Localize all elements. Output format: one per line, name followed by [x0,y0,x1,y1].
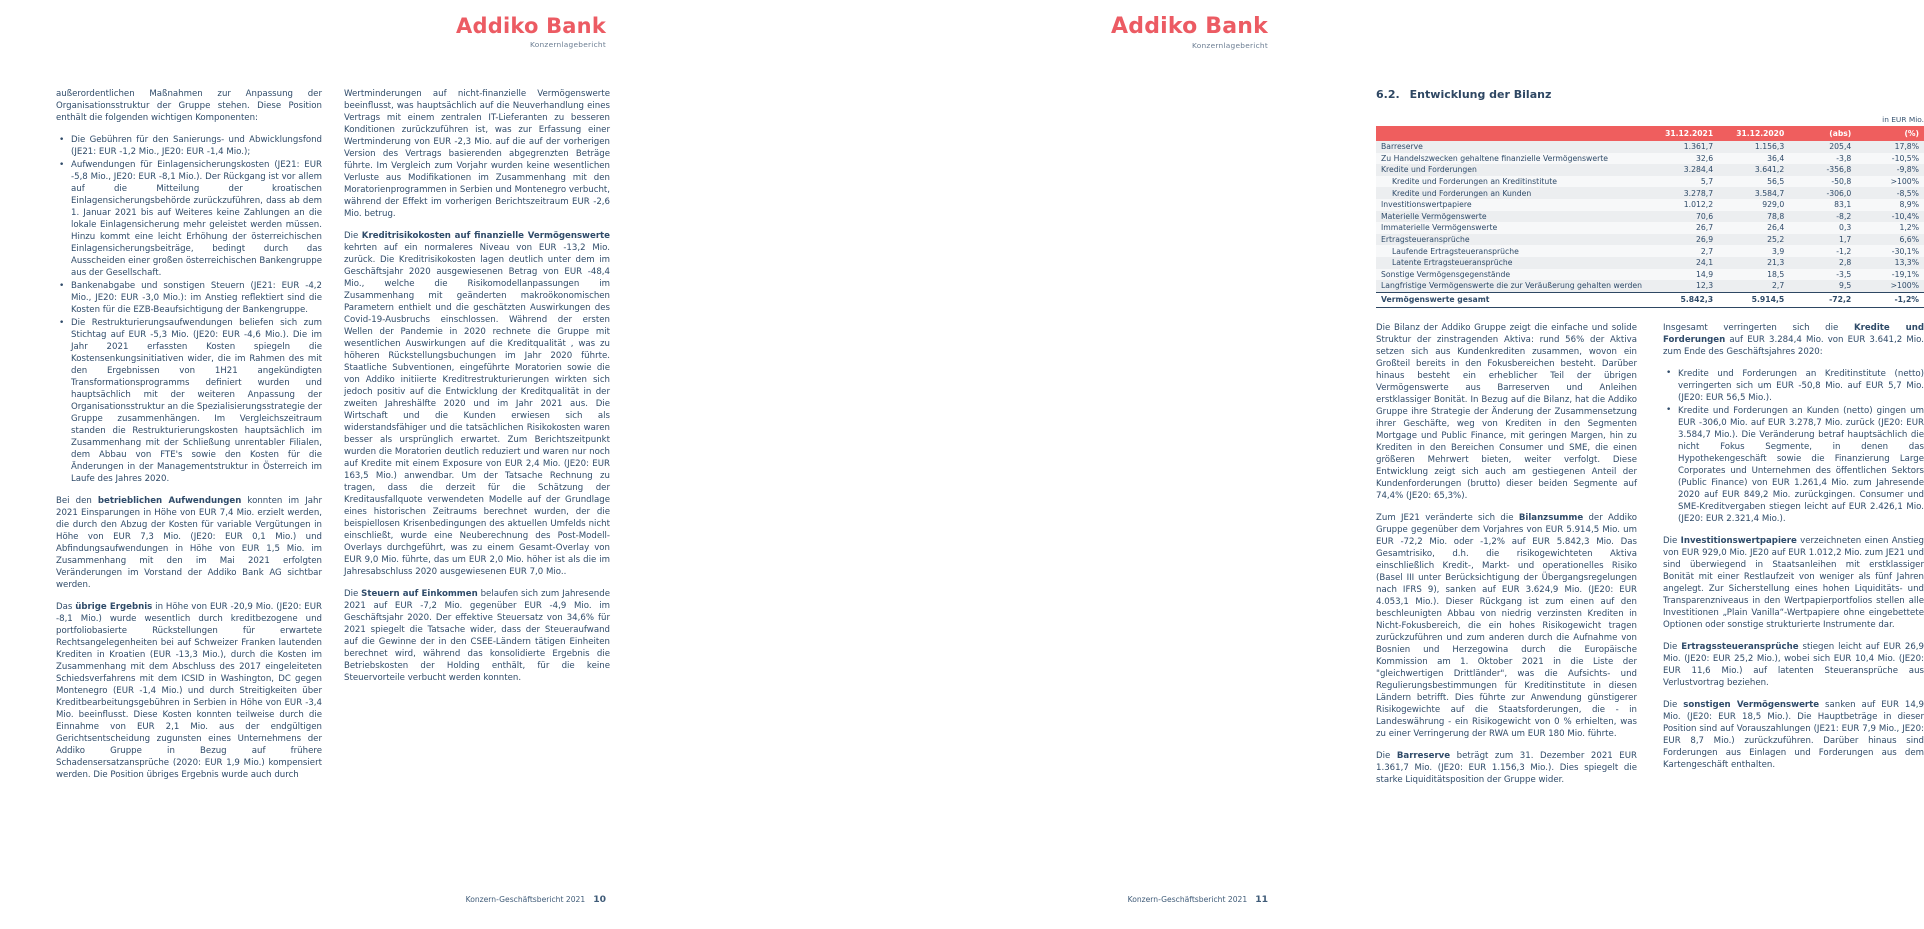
paragraph-kreditrisikokosten [344,230,610,578]
table-cell-value: 26,7 [1647,222,1718,234]
table-row [1376,153,1924,165]
table-row [1376,280,1924,292]
table-row [1376,176,1924,188]
table-cell-value: 36,4 [1718,153,1789,165]
table-cell-value: -30,1% [1856,245,1924,257]
table-cell-value: 12,3 [1647,280,1718,292]
section-heading [1376,88,1924,101]
table-cell-value: 78,8 [1718,211,1789,223]
text-run: verzeichneten einen Anstieg von EUR 929,0 Mio. JE20 auf EUR 1.012,2 Mio. zum JE21 und sind überwiegend in Staatsanleihen mit erstklassiger Bonität mit einer Restlaufzeit von weniger als fünf Jahren angelegt. Zur Sicherstellung eines hohen Liquiditäts- und Transparenzniveaus in den Wertpapierportfolios stellen alle Investitionen „Plain Vanilla“-Wertpapiere ohne eingebettete Optionen oder sonstige strukturierte Instrumente dar. [1663,535,1924,630]
table-cell-value: 3.278,7 [1647,187,1718,199]
table-cell-value: -8,2 [1789,211,1856,223]
table-cell-value: 5,7 [1647,176,1718,188]
page-left-column-1 [56,88,322,791]
column-header-pct: (%) [1856,126,1924,141]
column-header-label [1376,126,1647,141]
list-item: • Die Gebühren für den Sanierungs- und Abwicklungsfond (JE21: EUR -1,2 Mio., JE20: EUR -1,4 Mio.); [70,134,322,158]
table-row [1376,245,1924,257]
table-cell-value: 18,5 [1718,269,1789,281]
table-cell-value: -72,2 [1789,292,1856,307]
table-header [1376,126,1924,141]
text-emphasis: Steuern auf Einkommen [361,589,478,599]
paragraph-barreserve [1376,750,1637,786]
table-unit-label: in EUR Mio. [1882,115,1924,124]
text-run: Die [1376,750,1397,761]
table-cell-value: 70,6 [1647,211,1718,223]
footer-label: Konzern-Geschäftsbericht 2021 [465,895,586,904]
table-cell-label: Kredite und Forderungen [1376,164,1647,176]
table-cell-value: -3,5 [1789,269,1856,281]
text-run: Die [344,589,362,599]
table-cell-label: Langfristige Vermögenswerte die zur Veräußerung gehalten werden [1376,280,1647,292]
text-emphasis: Ertragssteueransprüche [1681,641,1799,652]
text-emphasis: Investitionswertpapiere [1680,535,1797,546]
table-cell-label: Zu Handelszwecken gehaltene finanzielle Vermögenswerte [1376,153,1647,165]
table-cell-label: Ertragsteueransprüche [1376,234,1647,246]
text-run: in Höhe von EUR -20,9 Mio. (JE20: EUR -8,1 Mio.) wurde wesentlich durch kreditbezogene und portfoliobasierte Rückstellungen für erwartete Rechtsangelegenheiten bei auf Schweizer Franken lautenden Krediten in Kroatien (EUR -13,3 Mio.), durch die Kosten im Zusammenhang mit dem Abschluss des 2017 eingeleiteten Schiedsverfahrens mit dem ICSID in Washington, DC gegen Montenegro (EUR -1,4 Mio.) und durch Streitigkeiten über Kreditbearbeitungsgebühren in Serbien in Höhe von EUR -3,4 Mio. beeinflusst. Diese Kosten konnten teilweise durch die Einnahme von EUR 2,1 Mio. aus der endgültigen Gerichtsentscheidung zugunsten eines Unternehmens der Addiko Gruppe in Bezug auf frühere Schadensersatzansprüche (2020: EUR 1,9 Mio.) kompensiert werden. Die Position übriges Ergebnis wurde auch durch [56,602,322,780]
table-cell-value: -1,2% [1856,292,1924,307]
table-cell-label: Laufende Ertragsteueransprüche [1376,245,1647,257]
table-cell-label: Latente Ertragsteueransprüche [1376,257,1647,269]
table-cell-value: 3.641,2 [1718,164,1789,176]
paragraph-uebriges-ergebnis [56,601,322,781]
table-cell-label: Kredite und Forderungen an Kreditinstitute [1376,176,1647,188]
table-cell-value: 17,8% [1856,141,1924,153]
table-cell-value: >100% [1856,280,1924,292]
paragraph-betriebliche-aufwendungen [56,495,322,591]
page-right [658,0,1924,929]
table-row [1376,199,1924,211]
list-item: • Die Restrukturierungsaufwendungen beliefen sich zum Stichtag auf EUR -5,3 Mio. (JE20: EUR -4,6 Mio.). Die im Jahr 2021 erfassten Kosten spiegeln die Kostensenkungsinitiativen wider, die im Rahmen des mit den Ergebnissen von 1H21 angekündigten Transformationsprogramms definiert wurden und hauptsächlich mit der weiteren Anpassung der Organisationsstruktur an die Spezialisierungsstrategie der Gruppe zusammenhängen. Im Vergleichszeitraum standen die Restrukturierungskosten hauptsächlich im Zusammenhang mit der Schließung unrentabler Filialen, dem Abbau von FTE's sowie den Kosten für die Änderungen in der Managementstruktur in Österreich im Laufe des Jahres 2020. [70,317,322,485]
section-title: Entwicklung der Bilanz [1409,88,1552,101]
paragraph-intro: außerordentlichen Maßnahmen zur Anpassung der Organisationsstruktur der Gruppe stehen. Diese Position enthält die folgenden wichtigen Komponenten: [56,89,322,123]
paragraph-steuern-auf-einkommen [344,588,610,684]
page-left-footer [466,894,606,905]
table-cell-value: 5.914,5 [1718,292,1789,307]
column-header-2020: 31.12.2020 [1718,126,1789,141]
brand-tagline: Konzernlagebericht [1192,41,1268,50]
text-run: stiegen leicht auf EUR 26,9 Mio. (JE20: EUR 25,2 Mio.), wobei sich EUR 10,4 Mio. (JE20: EUR 11,6 Mio.) auf latenten Steueransprüche aus Verlustvortrag beziehen. [1663,641,1924,688]
table-cell-value: -19,1% [1856,269,1924,281]
table-cell-value: 929,0 [1718,199,1789,211]
table-header-row [1376,126,1924,141]
page-left-content [56,88,610,791]
paragraph-investitionswertpapiere [1663,535,1924,631]
brand-name: Addiko Bank [1111,14,1268,39]
table-cell-value: -356,8 [1789,164,1856,176]
text-run: belaufen sich zum Jahresende 2021 auf EUR -7,2 Mio. gegenüber EUR -4,9 Mio. im Geschäftsjahr 2020. Der effektive Steuersatz von 34,6% für 2021 spiegelt die Tatsache wider, dass der Steueraufwand auf die Gewinne der in den CSEE-Ländern tätigen Einheiten berechnet wird, während das konsolidierte Ergebnis die Betriebskosten der Holding enthält, für die keine Steuervorteile verbucht werden konnten. [344,589,610,683]
footer-label: Konzern-Geschäftsbericht 2021 [1127,895,1248,904]
text-run: auf EUR 3.284,4 Mio. von EUR 3.641,2 Mio. zum Ende des Geschäftsjahres 2020: [1663,334,1924,357]
page-right-column-2 [1663,322,1924,796]
table-cell-value: 1,2% [1856,222,1924,234]
table-cell-value: 1,7 [1789,234,1856,246]
text-run: Zum JE21 veränderte sich die [1376,512,1519,523]
table-row [1376,234,1924,246]
addiko-logo-right [1111,16,1268,50]
balance-sheet-table [1376,126,1924,308]
table-cell-value: 1.361,7 [1647,141,1718,153]
table-cell-value: 13,3% [1856,257,1924,269]
paragraph-ertragssteueransprueche [1663,641,1924,689]
bullet-list-komponenten [56,134,322,485]
table-body [1376,141,1924,307]
text-run: der Addiko Gruppe gegenüber dem Vorjahres von EUR 5.914,5 Mio. um EUR -72,2 Mio. oder -1,2% auf EUR 5.842,3 Mio. Das Gesamtrisiko, d.h. die risikogewichteten Aktiva einschließlich Kredit-, Markt- und operationelles Risiko (Basel III unter Berücksichtigung der Übergangsregelungen nach IFRS 9), sanken auf EUR 3.624,9 Mio. (JE20: EUR 4.053,1 Mio.). Dieser Rückgang ist zum einen auf den beschleunigten Abbau von niedrig verzinsten Krediten in Nicht-Fokusbereich, die ein hohes Risikogewicht tragen zurückzuführen und zum anderen durch die Aufnahme von Bosnien und Herzegowina durch die Europäische Kommission am 1. Oktober 2021 in die Liste der "gleichwertigen Drittländer", was die Aufsichts- und Regulierungsbestimmungen für Kreditinstitute in diesen Ländern betrifft. Dies führte zur Anwendung günstigerer Risikogewichte auf die Staatsforderungen, die - in Landeswährung - ein Risikogewicht von 0 % erhielten, was zu einer Verringerung der RWA um EUR 180 Mio. führte. [1376,512,1637,739]
text-run: Die [344,231,362,241]
table-cell-value: 205,4 [1789,141,1856,153]
table-cell-value: -1,2 [1789,245,1856,257]
table-cell-value: -50,8 [1789,176,1856,188]
table-cell-label: Vermögenswerte gesamt [1376,292,1647,307]
table-row [1376,222,1924,234]
paragraph-sonstige-vermoegenswerte [1663,699,1924,771]
text-run: beträgt zum 31. Dezember 2021 EUR 1.361,7 Mio. (JE20: EUR 1.156,3 Mio.). Dies spiegelt die starke Liquiditätsposition der Gruppe wider. [1376,750,1637,785]
table-cell-value: >100% [1856,176,1924,188]
text-run: Die [1663,535,1681,546]
table-cell-value: 56,5 [1718,176,1789,188]
list-item: • Aufwendungen für Einlagensicherungskosten (JE21: EUR -5,8 Mio., JE20: EUR -8,1 Mio.). Der Rückgang ist vor allem auf die Mitteilung der kroatischen Einlagensicherungsbehörde zurückzuführen, dass ab dem 1. Januar 2021 bis auf Weiteres keine Zahlungen an die lokale Einlagensicherung mehr geleistet werden müssen. Hinzu kommt eine leicht Erhöhung der österreichischen Einlagensicherungsbeiträge, bedingt durch das Ausscheiden einer großen österreichischen Bankengruppe aus der Gesellschaft. [70,159,322,279]
table-cell-value: 83,1 [1789,199,1856,211]
text-emphasis: betrieblichen Aufwendungen [97,496,242,506]
table-cell-label: Materielle Vermögenswerte [1376,211,1647,223]
table-cell-value: -10,4% [1856,211,1924,223]
paragraph-wertminderungen: Wertminderungen auf nicht-finanzielle Vermögenswerte beeinflusst, was hauptsächlich auf die Neuverhandlung eines Vertrags mit einem zentralen IT-Lieferanten zu besseren Konditionen zurückzuführen ist, was zur Erfassung einer Wertminderung von EUR -2,3 Mio. auf die auf der vorherigen Version des Vertrags basierenden abgegrenzten Beträge führte. Im Vergleich zum Vorjahr wurden keine wesentlichen Verluste aus Modifikationen im Zusammenhang mit den Moratorienprogrammen in Serbien und Montenegro verbucht, während der Effekt im vorherigen Berichtszeitraum EUR -2,6 Mio. betrug. [344,89,610,219]
table-cell-label: Sonstige Vermögensgegenstände [1376,269,1647,281]
table-row [1376,211,1924,223]
table-cell-label: Barreserve [1376,141,1647,153]
table-cell-value: 1.156,3 [1718,141,1789,153]
page-right-column-1 [1376,322,1637,796]
table-row [1376,141,1924,153]
table-row [1376,187,1924,199]
paragraph-bilanzstruktur: Die Bilanz der Addiko Gruppe zeigt die einfache und solide Struktur der zinstragenden Aktiva: rund 56% der Aktiva setzen sich aus Kundenkrediten zusammen, wovon ein Großteil bereits in den Fokusbereichen besteht. Darüber hinaus besteht ein erheblicher Teil der übrigen Vermögenswerte aus Barreserven und Anleihen erstklassiger Bonität. In Bezug auf die Bilanz, hat die Addiko Gruppe ihre Strategie der Änderung der Zusammensetzung ihrer Geschäfte, weg von Krediten in den Segmenten Mortgage und Public Finance, mit geringen Margen, hin zu Krediten in den Bereichen Consumer und SME, die einen größeren Mehrwert bieten, weiter verfolgt. Diese Entwicklung zeigt sich auch am gestiegenen Anteil der Kundenforderungen (brutto) dieser beiden Segmente auf 74,4% (JE20: 65,3%). [1376,322,1637,501]
table-cell-value: 8,9% [1856,199,1924,211]
table-cell-value: 3.584,7 [1718,187,1789,199]
table-row [1376,164,1924,176]
table-row [1376,269,1924,281]
text-run: Die [1663,699,1684,710]
table-cell-value: 14,9 [1647,269,1718,281]
brand-tagline: Konzernlagebericht [530,40,606,49]
text-run: Bei den [56,496,98,506]
table-cell-value: 9,5 [1789,280,1856,292]
table-cell-value: 5.842,3 [1647,292,1718,307]
text-emphasis: Bilanzsumme [1518,512,1584,523]
table-cell-value: 6,6% [1856,234,1924,246]
bullet-list-kredite [1663,368,1924,525]
page-right-columns [1376,322,1924,796]
table-cell-value: -9,8% [1856,164,1924,176]
table-cell-value: 25,2 [1718,234,1789,246]
table-cell-label: Immaterielle Vermögenswerte [1376,222,1647,234]
table-cell-value: 3.284,4 [1647,164,1718,176]
table-cell-value: 26,4 [1718,222,1789,234]
table-cell-value: 26,9 [1647,234,1718,246]
text-emphasis: übrige Ergebnis [75,602,153,612]
table-row [1376,257,1924,269]
addiko-logo-left [456,16,606,49]
table-cell-value: -3,8 [1789,153,1856,165]
table-cell-value: 0,3 [1789,222,1856,234]
text-run: Insgesamt verringerten sich die [1663,322,1854,333]
list-item: • Kredite und Forderungen an Kreditinstitute (netto) verringerten sich um EUR -50,8 Mio. auf EUR 5,7 Mio. (JE20: EUR 56,5 Mio.). [1677,368,1924,404]
text-emphasis: Barreserve [1396,750,1451,761]
table-cell-value: 32,6 [1647,153,1718,165]
table-cell-label: Investitionswertpapiere [1376,199,1647,211]
page-number: 10 [593,894,606,905]
page-left [0,0,658,929]
text-run: konnten im Jahr 2021 Einsparungen in Höhe von EUR 7,4 Mio. erzielt werden, die durch den Abzug der Kosten für variable Vergütungen in Höhe von EUR 7,3 Mio. (JE20: EUR 0,1 Mio.) und Abfindungsaufwendungen in Höhe von EUR 1,5 Mio. im Zusammenhang mit den im Mai 2021 erfolgten Veränderungen im Vorstand der Addiko Bank AG sichtbar werden. [56,496,322,590]
section-number: 6.2. [1376,88,1400,101]
table-cell-value: 2,8 [1789,257,1856,269]
paragraph-bilanzsumme [1376,512,1637,740]
table-cell-label: Kredite und Forderungen an Kunden [1376,187,1647,199]
table-cell-value: 3,9 [1718,245,1789,257]
page-left-column-2 [344,88,610,791]
text-emphasis: Kreditrisikokosten auf finanzielle Vermögenswerte [361,231,610,241]
text-emphasis: Kredite und Forderungen [1663,322,1924,345]
table-cell-value: 21,3 [1718,257,1789,269]
column-header-abs: (abs) [1789,126,1856,141]
text-run: sanken auf EUR 14,9 Mio. (JE20: EUR 18,5 Mio.). Die Hauptbeträge in dieser Position sind auf Vorauszahlungen (JE21: EUR 7,9 Mio., JE20: EUR 8,7 Mio.) zurückzuführen. Darüber hinaus sind Forderungen aus Einlagen und Forderungen aus dem Kartengeschäft enthalten. [1663,699,1924,770]
column-header-2021: 31.12.2021 [1647,126,1718,141]
text-run: kehrten auf ein normaleres Niveau von EUR -13,2 Mio. zurück. Die Kreditrisikokosten lagen deutlich unter dem im Geschäftsjahr 2020 ausgewiesenen Betrag von EUR -48,4 Mio., welche die Risikomodellanpassungen im Zusammenhang mit geänderten makroökonomischen Parametern enthielt und die geschätzten Auswirkungen des Covid-19-Ausbruchs einschlossen. Während der ersten Wellen der Pandemie in 2020 rechnete die Gruppe mit wesentlichen Auswirkungen auf die Kreditqualität , was zu höheren Rückstellungsbuchungen im Jahr 2020 führte. Staatliche Subventionen, eingeführte Moratorien sowie die von Addiko initiierte Kreditrestrukturierungen wirkten sich jedoch positiv auf die Entwicklung der Kreditqualität in der zweiten Jahreshälfte 2020 und im Jahr 2021 aus. Die Wirtschaft und die Kunden erwiesen sich als widerstandsfähiger und die tatsächlichen Risikokosten waren besser als ursprünglich erwartet. Zum Berichtszeitpunkt wurden die Moratorien deutlich reduziert und waren nur noch auf Kredite mit einem Exposure von EUR 2,4 Mio. (JE20: EUR 163,5 Mio.) anwendbar. Um der Tatsache Rechnung zu tragen, dass die derzeit für die Schätzung der Kreditausfallquote verwendeten Modelle auf der Grundlage eines historischen Zeitraums berechnet wurden, der die beispiellosen Krisenbedingungen des aktuellen Umfelds nicht einschließt, wurde eine Neuberechnung des Post-Modell-Overlays durchgeführt, was zu einem Gesamt-Overlay von EUR 9,0 Mio. führte, das um EUR 2,0 Mio. höher ist als die im Jahresabschluss 2020 ausgewiesenen EUR 7,0 Mio.. [344,243,610,577]
paragraph-kredite-forderungen [1663,322,1924,358]
table-cell-value: -306,0 [1789,187,1856,199]
table-cell-value: 2,7 [1718,280,1789,292]
table-cell-value: 24,1 [1647,257,1718,269]
text-run: Die [1663,641,1682,652]
page-right-footer [1128,894,1268,905]
table-row [1376,292,1924,307]
text-run: Das [56,602,76,612]
table-cell-value: -10,5% [1856,153,1924,165]
list-item: • Bankenabgabe und sonstigen Steuern (JE21: EUR -4,2 Mio., JE20: EUR -3,0 Mio.): im Anstieg reflektiert sind die Kosten für die EZB-Beaufsichtigung der Bankengruppe. [70,280,322,316]
table-cell-value: 2,7 [1647,245,1718,257]
brand-name: Addiko Bank [456,14,606,38]
table-cell-value: 1.012,2 [1647,199,1718,211]
page-right-content [1376,88,1924,796]
page-left-columns [56,88,610,791]
page-number: 11 [1255,894,1268,905]
list-item: • Kredite und Forderungen an Kunden (netto) gingen um EUR -306,0 Mio. auf EUR 3.278,7 Mio. zurück (JE20: EUR 3.584,7 Mio.). Die Veränderung betraf hauptsächlich die nicht Fokus Segmente, in denen das Hypothekengeschäft sowie die Finanzierung Large Corporates und Unternehmen des öffentlichen Sektors (Public Finance) von EUR 1.261,4 Mio. zum Jahresende 2020 auf EUR 849,2 Mio. zurückgingen. Consumer und SME-Kreditvergaben stiegen leicht auf EUR 2.426,1 Mio. (JE20: EUR 2.321,4 Mio.). [1677,405,1924,525]
table-cell-value: -8,5% [1856,187,1924,199]
text-emphasis: sonstigen Vermögenswerte [1683,699,1820,710]
